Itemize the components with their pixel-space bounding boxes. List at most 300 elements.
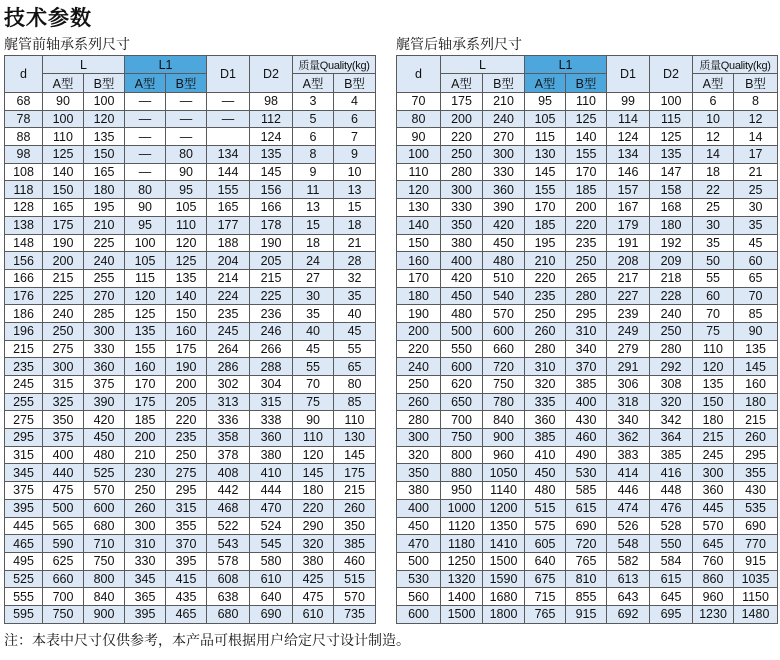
table-cell: 285 (84, 305, 125, 323)
table-row (5, 305, 376, 323)
table-cell: 110 (293, 429, 334, 447)
table-cell: 548 (607, 535, 650, 553)
table-cell: 415 (166, 570, 207, 588)
table-cell: 416 (650, 464, 693, 482)
column-header-l1: L1 (525, 56, 607, 74)
table-cell: 120 (84, 110, 125, 128)
table-cell: 650 (441, 393, 483, 411)
table-cell: 468 (207, 499, 250, 517)
table-cell: 295 (166, 482, 207, 500)
table-cell: 235 (166, 429, 207, 447)
table-cell: 1480 (734, 605, 778, 623)
table-cell: 191 (607, 234, 650, 252)
table-cell: 446 (607, 482, 650, 500)
table-cell: 360 (525, 411, 566, 429)
table-cell: 260 (397, 393, 441, 411)
table-cell: 100 (43, 110, 84, 128)
table-row (397, 269, 778, 287)
table-cell: 320 (650, 393, 693, 411)
table-cell: 245 (693, 446, 734, 464)
table-cell: 385 (525, 429, 566, 447)
table-row (397, 181, 778, 199)
table-cell: 40 (334, 305, 376, 323)
subheader-quality-a: A型 (693, 74, 734, 93)
table-cell: 476 (650, 499, 693, 517)
table-cell: 330 (483, 163, 525, 181)
table-cell: 118 (5, 181, 43, 199)
table-cell: 610 (250, 570, 293, 588)
table-cell: 130 (334, 429, 376, 447)
table-cell: 14 (734, 128, 778, 146)
table-cell: 525 (84, 464, 125, 482)
table-cell: 310 (525, 358, 566, 376)
table-cell: 915 (734, 552, 778, 570)
table-cell: 21 (334, 234, 376, 252)
table-cell: 148 (5, 234, 43, 252)
table-cell: 260 (525, 322, 566, 340)
table-cell: 250 (566, 252, 607, 270)
table-cell: 435 (166, 588, 207, 606)
table-cell: 450 (525, 464, 566, 482)
table-cell: 1050 (483, 464, 525, 482)
table-cell: 470 (397, 535, 441, 553)
table-cell: 280 (566, 287, 607, 305)
table-cell: 110 (397, 163, 441, 181)
table-row (5, 376, 376, 394)
table-cell: 215 (250, 269, 293, 287)
table-row (5, 393, 376, 411)
table-cell: 900 (483, 429, 525, 447)
table-cell: 145 (525, 163, 566, 181)
table-cell: 310 (125, 535, 166, 553)
table-cell: 250 (125, 482, 166, 500)
table-cell: 45 (334, 322, 376, 340)
table-cell: 218 (650, 269, 693, 287)
table-cell: 156 (5, 252, 43, 270)
table-cell: 80 (125, 181, 166, 199)
table-cell: 286 (207, 358, 250, 376)
table-row (397, 535, 778, 553)
table-cell: 65 (334, 358, 376, 376)
table-cell: 75 (293, 393, 334, 411)
table-cell: 6 (693, 93, 734, 111)
table-cell: 570 (334, 588, 376, 606)
table-cell: 585 (566, 482, 607, 500)
table-cell: 318 (607, 393, 650, 411)
table-cell: 145 (734, 358, 778, 376)
table-cell: 204 (207, 252, 250, 270)
table-cell: 120 (397, 181, 441, 199)
table-cell: 600 (84, 499, 125, 517)
table-cell: 320 (293, 535, 334, 553)
table-cell: 290 (293, 517, 334, 535)
table-cell: 125 (650, 128, 693, 146)
table-cell: 720 (566, 535, 607, 553)
table-row (5, 446, 376, 464)
table-cell: 10 (334, 163, 376, 181)
table-row (397, 287, 778, 305)
table-row (397, 376, 778, 394)
table-cell: 112 (250, 110, 293, 128)
table-cell: 125 (166, 252, 207, 270)
table-cell: 60 (734, 252, 778, 270)
table-cell: 770 (734, 535, 778, 553)
table-cell: 480 (525, 482, 566, 500)
table-cell: 250 (43, 322, 84, 340)
table-cell: 950 (441, 482, 483, 500)
table-cell: 260 (734, 429, 778, 447)
table-row (397, 482, 778, 500)
table-cell: 420 (483, 216, 525, 234)
table-cell: 235 (525, 287, 566, 305)
table-cell: 330 (441, 199, 483, 217)
table-cell: 180 (293, 482, 334, 500)
table-cell: 146 (607, 163, 650, 181)
table-cell: 145 (250, 163, 293, 181)
table-cell: 800 (84, 570, 125, 588)
table-cell: 264 (207, 340, 250, 358)
table-cell: 613 (607, 570, 650, 588)
table-cell: 345 (5, 464, 43, 482)
table-cell: 915 (566, 605, 607, 623)
table-cell: 675 (525, 570, 566, 588)
table-cell: 235 (566, 234, 607, 252)
table-cell: 315 (166, 499, 207, 517)
table-cell: 750 (441, 429, 483, 447)
table-row (397, 322, 778, 340)
table-cell: 380 (441, 234, 483, 252)
table-cell: 550 (441, 340, 483, 358)
table-cell: 180 (397, 287, 441, 305)
table-cell: 445 (693, 499, 734, 517)
table-cell: 135 (650, 146, 693, 164)
table-cell: 6 (293, 128, 334, 146)
table-row (397, 429, 778, 447)
table-cell: 100 (125, 234, 166, 252)
table-cell: 395 (5, 499, 43, 517)
table-cell: 680 (207, 605, 250, 623)
table-cell: 510 (483, 269, 525, 287)
table-cell: 135 (166, 269, 207, 287)
table-cell: 15 (334, 199, 376, 217)
table-cell: 110 (334, 411, 376, 429)
table-cell: 765 (525, 605, 566, 623)
table-cell: 810 (566, 570, 607, 588)
table-cell: 95 (166, 181, 207, 199)
table-cell: 32 (334, 269, 376, 287)
table-cell: 210 (525, 252, 566, 270)
table-cell: 350 (397, 464, 441, 482)
table-cell: 1350 (483, 517, 525, 535)
table-cell: 660 (43, 570, 84, 588)
table-cell: 355 (734, 464, 778, 482)
table-cell: 475 (293, 588, 334, 606)
table-cell: 383 (607, 446, 650, 464)
table-cell: 1200 (483, 499, 525, 517)
table-cell: 215 (693, 429, 734, 447)
table-cell: 140 (166, 287, 207, 305)
table-cell: 224 (207, 287, 250, 305)
table-cell: 540 (483, 287, 525, 305)
table-cell: 200 (166, 376, 207, 394)
table-cell: 605 (525, 535, 566, 553)
table-cell: 385 (566, 376, 607, 394)
table-cell: 295 (566, 305, 607, 323)
table-cell: 225 (43, 287, 84, 305)
table-row (5, 146, 376, 164)
table-cell: 360 (250, 429, 293, 447)
table-cell: 70 (734, 287, 778, 305)
table-cell: 208 (607, 252, 650, 270)
table-cell (207, 128, 250, 146)
table-cell: 135 (250, 146, 293, 164)
table-cell: 135 (84, 128, 125, 146)
table-cell: 800 (441, 446, 483, 464)
table-cell: 840 (84, 588, 125, 606)
table-cell: 134 (207, 146, 250, 164)
table-cell: 185 (525, 216, 566, 234)
table-cell: 185 (566, 181, 607, 199)
table-cell: 170 (525, 199, 566, 217)
table-cell: 600 (397, 605, 441, 623)
table-row (5, 110, 376, 128)
table-row (397, 234, 778, 252)
table-cell: 395 (166, 552, 207, 570)
table-cell: 580 (250, 552, 293, 570)
table-row (5, 163, 376, 181)
table-cell: 210 (84, 216, 125, 234)
table-cell: 960 (693, 588, 734, 606)
table-cell: 250 (525, 305, 566, 323)
table-cell: 1250 (441, 552, 483, 570)
table-cell: 140 (397, 216, 441, 234)
table-cell: 166 (5, 269, 43, 287)
table-cell: 175 (334, 464, 376, 482)
table-cell: 35 (734, 216, 778, 234)
table-row (397, 199, 778, 217)
table-cell: 260 (334, 499, 376, 517)
table-row (5, 570, 376, 588)
table-cell: 240 (650, 305, 693, 323)
table-cell: 640 (250, 588, 293, 606)
table-cell: 358 (207, 429, 250, 447)
table-cell: 15 (293, 216, 334, 234)
table-row (5, 429, 376, 447)
table-cell: 255 (5, 393, 43, 411)
table-cell: 700 (43, 588, 84, 606)
table-cell: — (207, 93, 250, 111)
table-cell: 7 (334, 128, 376, 146)
table-cell: 480 (84, 446, 125, 464)
table-cell: 88 (5, 128, 43, 146)
table-cell: 215 (43, 269, 84, 287)
table-cell: 128 (5, 199, 43, 217)
table-cell: 50 (693, 252, 734, 270)
table-cell: 168 (650, 199, 693, 217)
table-cell: 265 (566, 269, 607, 287)
table-cell: 227 (607, 287, 650, 305)
table-cell: 9 (334, 146, 376, 164)
table-cell: 176 (5, 287, 43, 305)
table-cell: 1590 (483, 570, 525, 588)
table-cell: 220 (397, 340, 441, 358)
table-cell: 18 (293, 234, 334, 252)
table-cell: 195 (525, 234, 566, 252)
table-cell: 584 (650, 552, 693, 570)
table-cell: 150 (43, 181, 84, 199)
table-cell: 14 (693, 146, 734, 164)
table-cell: 715 (525, 588, 566, 606)
table-cell: 5 (293, 110, 334, 128)
table-cell: 115 (125, 269, 166, 287)
table-row (397, 605, 778, 623)
table-cell: 130 (525, 146, 566, 164)
table-cell: 144 (207, 163, 250, 181)
table-cell: 480 (483, 252, 525, 270)
subheader-l1-b: B型 (166, 74, 207, 93)
table-cell: 530 (566, 464, 607, 482)
table-cell: 690 (734, 517, 778, 535)
table-cell: 135 (125, 322, 166, 340)
subheader-l1-b: B型 (566, 74, 607, 93)
table-cell: 385 (334, 535, 376, 553)
table-cell: 210 (483, 93, 525, 111)
table-cell: 110 (43, 128, 84, 146)
table-cell: 124 (250, 128, 293, 146)
table-cell: 420 (441, 269, 483, 287)
table-row (5, 216, 376, 234)
table-cell: 155 (207, 181, 250, 199)
table-cell: 345 (125, 570, 166, 588)
table-cell: 280 (397, 411, 441, 429)
table-cell: 120 (693, 358, 734, 376)
table-cell: 98 (5, 146, 43, 164)
table-cell: 160 (125, 358, 166, 376)
table-cell: 160 (166, 322, 207, 340)
table-cell: 395 (125, 605, 166, 623)
table-cell: 195 (84, 199, 125, 217)
table-cell: 490 (566, 446, 607, 464)
table-cell: 460 (334, 552, 376, 570)
table-cell: 175 (125, 393, 166, 411)
table-cell: 180 (84, 181, 125, 199)
table-cell: 240 (483, 110, 525, 128)
table-row (5, 482, 376, 500)
table-cell: 355 (166, 517, 207, 535)
table-cell: 638 (207, 588, 250, 606)
table-cell: 150 (693, 393, 734, 411)
table-cell: 543 (207, 535, 250, 553)
table-cell: 140 (43, 163, 84, 181)
table-cell: 165 (207, 199, 250, 217)
table-cell: 105 (525, 110, 566, 128)
table-cell: 55 (693, 269, 734, 287)
table-cell: 444 (250, 482, 293, 500)
table-row (5, 269, 376, 287)
table-cell: 310 (566, 322, 607, 340)
table-cell: 180 (650, 216, 693, 234)
column-header-l: L (441, 56, 525, 74)
table-row (397, 517, 778, 535)
table-cell: 780 (483, 393, 525, 411)
table-cell: 380 (293, 552, 334, 570)
table-cell: 595 (5, 605, 43, 623)
table-cell: 450 (483, 234, 525, 252)
table-cell: 70 (293, 376, 334, 394)
table-cell: 275 (43, 340, 84, 358)
table-cell: 692 (607, 605, 650, 623)
table-cell: 135 (734, 340, 778, 358)
table-cell: 13 (293, 199, 334, 217)
table-cell: 570 (84, 482, 125, 500)
table-cell: 530 (397, 570, 441, 588)
table-cell: 880 (441, 464, 483, 482)
table-cell: 450 (397, 517, 441, 535)
table-cell: 720 (483, 358, 525, 376)
table-cell: 245 (207, 322, 250, 340)
table-cell: 200 (566, 199, 607, 217)
table-cell: 134 (607, 146, 650, 164)
table-cell: — (125, 163, 166, 181)
table-cell: 236 (250, 305, 293, 323)
table-cell: 342 (650, 411, 693, 429)
table-cell: 400 (43, 446, 84, 464)
table-cell: 450 (84, 429, 125, 447)
table-row (397, 93, 778, 111)
table-cell: 1800 (483, 605, 525, 623)
table-cell: 643 (607, 588, 650, 606)
table-cell: 235 (207, 305, 250, 323)
table-cell: 414 (607, 464, 650, 482)
table-cell: 279 (607, 340, 650, 358)
table-cell: 12 (693, 128, 734, 146)
table-cell: 240 (43, 305, 84, 323)
table-cell: 170 (566, 163, 607, 181)
table-cell: 40 (293, 322, 334, 340)
table-cell: 25 (693, 199, 734, 217)
table-cell: 1680 (483, 588, 525, 606)
table-row (397, 393, 778, 411)
column-header-d: d (397, 56, 441, 93)
table-cell: 340 (607, 411, 650, 429)
column-header-d1: D1 (607, 56, 650, 93)
table-cell: 350 (334, 517, 376, 535)
table-cell: 166 (250, 199, 293, 217)
table-row (5, 128, 376, 146)
table-cell: 440 (43, 464, 84, 482)
table-cell: 260 (125, 499, 166, 517)
subheader-quality-a: A型 (293, 74, 334, 93)
table-cell: 28 (334, 252, 376, 270)
table-row (5, 252, 376, 270)
table-cell: 380 (250, 446, 293, 464)
table-cell: 10 (693, 110, 734, 128)
table-cell: 525 (5, 570, 43, 588)
table-cell: 1410 (483, 535, 525, 553)
table-cell: 445 (5, 517, 43, 535)
table-cell: 1180 (441, 535, 483, 553)
table-cell: 200 (43, 252, 84, 270)
table-cell: 55 (293, 358, 334, 376)
column-header-l: L (43, 56, 125, 74)
column-header-l1: L1 (125, 56, 207, 74)
table-cell: 160 (734, 376, 778, 394)
table-cell: 315 (250, 393, 293, 411)
table-cell: 364 (650, 429, 693, 447)
table-cell: 400 (397, 499, 441, 517)
table-row (397, 305, 778, 323)
table-cell: 360 (693, 482, 734, 500)
